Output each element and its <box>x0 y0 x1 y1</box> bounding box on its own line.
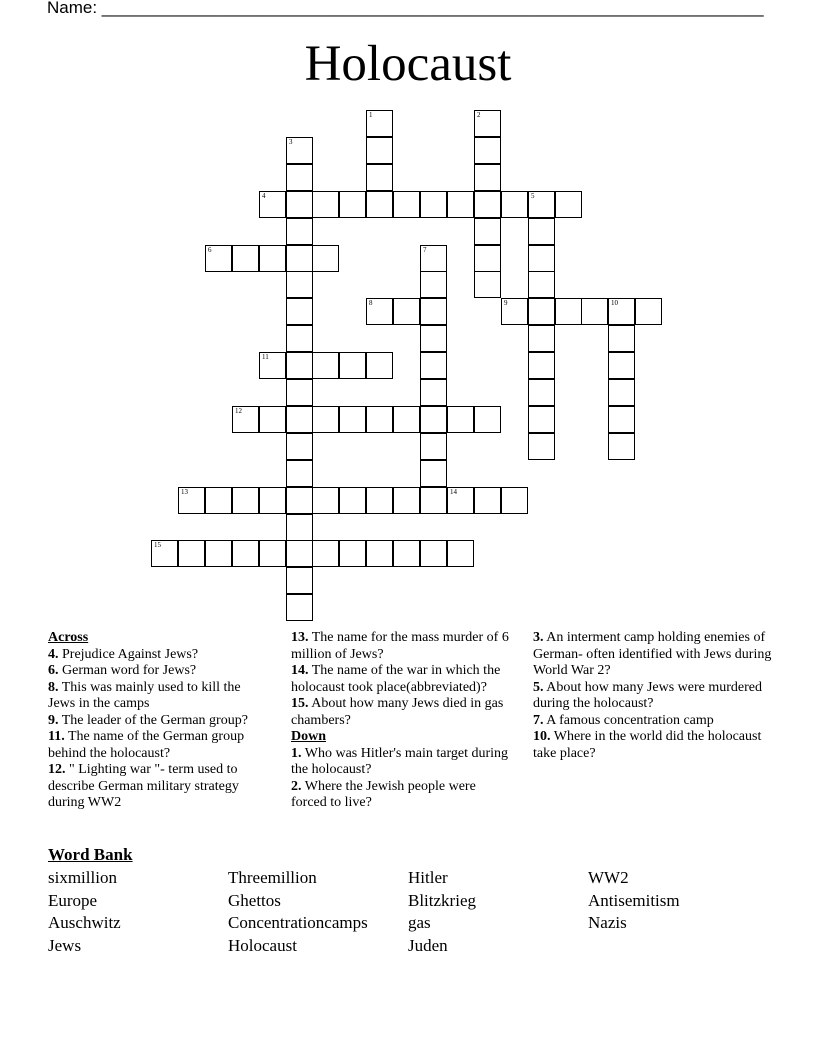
crossword-cell[interactable] <box>420 298 447 325</box>
crossword-cell[interactable] <box>393 406 420 433</box>
crossword-cell[interactable] <box>447 191 474 218</box>
crossword-cell[interactable] <box>286 298 313 325</box>
clue-item-text: About how many Jews died in gas chambers? <box>291 696 504 728</box>
crossword-cell[interactable] <box>447 406 474 433</box>
crossword-cell[interactable] <box>420 487 447 514</box>
clue-item <box>533 713 773 730</box>
word-bank-item: Jews <box>48 936 82 955</box>
clue-item <box>291 779 515 812</box>
crossword-cell[interactable] <box>205 245 232 272</box>
word-bank-title: Word Bank <box>48 845 133 864</box>
clue-number: 4 <box>262 192 266 200</box>
crossword-cell[interactable] <box>393 298 420 325</box>
crossword-cell[interactable] <box>608 352 635 379</box>
crossword-cell[interactable] <box>366 406 393 433</box>
clue-item-number: 2. <box>291 778 302 794</box>
crossword-cell[interactable] <box>447 487 474 514</box>
crossword-cell[interactable] <box>528 271 555 298</box>
clue-item-number: 15. <box>291 696 309 711</box>
clue-number: 6 <box>208 246 212 254</box>
crossword-cell[interactable] <box>555 298 582 325</box>
clue-item <box>291 630 515 663</box>
crossword-cell[interactable] <box>501 191 528 218</box>
clue-number: 8 <box>369 299 373 307</box>
clue-item-text: The leader of the German group? <box>58 712 248 728</box>
crossword-cell[interactable] <box>420 433 447 460</box>
clue-item-number: 13. <box>291 630 309 645</box>
down-clue-list <box>291 746 515 812</box>
word-bank-item: Europe <box>48 891 98 910</box>
clue-item-number: 10. <box>533 729 551 744</box>
crossword-cell[interactable] <box>393 191 420 218</box>
name-line: Name: ______________________________________________________________________ <box>47 0 764 17</box>
word-bank-item: sixmillion <box>48 868 117 887</box>
crossword-cell[interactable] <box>420 325 447 352</box>
word-bank-item: Auschwitz <box>48 913 121 932</box>
clue-item <box>48 647 270 664</box>
crossword-cell[interactable] <box>366 164 393 191</box>
clue-item-number: 12. <box>48 762 66 777</box>
crossword-cell[interactable] <box>393 540 420 567</box>
crossword-cell[interactable] <box>259 245 286 272</box>
crossword-cell[interactable] <box>420 540 447 567</box>
crossword-cell[interactable] <box>339 487 366 514</box>
word-bank-item: Concentrationcamps <box>228 913 368 932</box>
crossword-cell[interactable] <box>286 379 313 406</box>
word-bank-item: Antisemitism <box>588 891 680 910</box>
clue-item-text: The name of the German group behind the holocaust? <box>48 729 245 761</box>
clue-item <box>291 696 515 729</box>
page-title: Holocaust <box>304 36 512 92</box>
crossword-cell[interactable] <box>286 540 313 567</box>
crossword-cell[interactable] <box>151 540 178 567</box>
clue-number: 2 <box>477 111 481 119</box>
crossword-cell[interactable] <box>366 487 393 514</box>
crossword-cell[interactable] <box>366 110 393 137</box>
across-clue-list-continued <box>291 630 515 729</box>
clue-item-text: The name for the mass murder of 6 million of Jews? <box>291 630 509 662</box>
crossword-cell[interactable] <box>474 245 501 272</box>
clue-number: 11 <box>262 353 269 361</box>
crossword-cell[interactable] <box>178 540 205 567</box>
crossword-cell[interactable] <box>286 460 313 487</box>
crossword-cell[interactable] <box>312 245 339 272</box>
word-bank-item: Ghettos <box>228 891 281 910</box>
crossword-cell[interactable] <box>286 487 313 514</box>
clue-number: 1 <box>369 111 373 119</box>
crossword-cell[interactable] <box>608 406 635 433</box>
clue-item-number: 6. <box>48 663 59 678</box>
clue-item <box>48 729 270 762</box>
clue-item-number: 3. <box>533 630 544 645</box>
crossword-cell[interactable] <box>259 352 286 379</box>
crossword-cell[interactable] <box>608 298 635 325</box>
word-bank-item: Hitler <box>408 868 448 887</box>
clue-item-text: Prejudice Against Jews? <box>58 646 199 662</box>
crossword-cell[interactable] <box>286 245 313 272</box>
word-bank-item: Juden <box>408 936 448 955</box>
clue-number: 15 <box>154 541 161 549</box>
clue-item-number: 11. <box>48 729 65 744</box>
crossword-cell[interactable] <box>420 379 447 406</box>
clue-item-text: This was mainly used to kill the Jews in the camps <box>48 679 241 711</box>
crossword-cell[interactable] <box>501 487 528 514</box>
clue-item <box>533 630 773 680</box>
crossword-cell[interactable] <box>528 406 555 433</box>
clue-item-number: 14. <box>291 663 309 678</box>
clue-number: 5 <box>531 192 535 200</box>
crossword-cell[interactable] <box>420 352 447 379</box>
crossword-cell[interactable] <box>259 487 286 514</box>
crossword-cell[interactable] <box>312 191 339 218</box>
crossword-cell[interactable] <box>339 191 366 218</box>
clue-item <box>291 663 515 696</box>
crossword-cell[interactable] <box>286 191 313 218</box>
clues-column-2 <box>291 630 515 812</box>
clue-item <box>48 762 270 812</box>
clue-item-number: 9. <box>48 712 59 728</box>
crossword-cell[interactable] <box>366 137 393 164</box>
clue-item <box>48 680 270 713</box>
crossword-cell[interactable] <box>286 433 313 460</box>
clue-item-text: A famous concentration camp <box>543 712 714 728</box>
clue-item-text: German word for Jews? <box>58 663 197 678</box>
crossword-cell[interactable] <box>474 110 501 137</box>
crossword-cell[interactable] <box>528 298 555 325</box>
crossword-cell[interactable] <box>205 540 232 567</box>
crossword-cell[interactable] <box>286 218 313 245</box>
crossword-cell[interactable] <box>232 540 259 567</box>
crossword-cell[interactable] <box>528 245 555 272</box>
clue-item <box>533 680 773 713</box>
clue-number: 10 <box>611 299 618 307</box>
clue-item-text: An interment camp holding enemies of German- often identified with Jews during World War 2? <box>533 630 772 678</box>
clue-item-text: Who was Hitler's main target during the holocaust? <box>291 745 509 777</box>
across-heading: Across <box>48 630 89 645</box>
crossword-cell[interactable] <box>608 433 635 460</box>
clue-item-number: 1. <box>291 745 302 761</box>
clue-item-text: About how many Jews were murdered during the holocaust? <box>533 679 763 711</box>
crossword-cell[interactable] <box>286 567 313 594</box>
clue-number: 14 <box>450 488 457 496</box>
crossword-cell[interactable] <box>474 191 501 218</box>
crossword-cell[interactable] <box>420 460 447 487</box>
crossword-cell[interactable] <box>420 271 447 298</box>
clue-item-text: Where the Jewish people were forced to live? <box>291 778 476 810</box>
crossword-cell[interactable] <box>366 298 393 325</box>
crossword-cell[interactable] <box>312 487 339 514</box>
crossword-cell[interactable] <box>259 406 286 433</box>
crossword-cell[interactable] <box>528 433 555 460</box>
clue-item-text: Where in the world did the holocaust take place? <box>533 729 762 761</box>
crossword-cell[interactable] <box>366 352 393 379</box>
crossword-cell[interactable] <box>232 406 259 433</box>
clues-column-1 <box>48 630 270 812</box>
crossword-cell[interactable] <box>528 352 555 379</box>
crossword-cell[interactable] <box>528 325 555 352</box>
clue-item <box>291 746 515 779</box>
down-heading: Down <box>291 729 327 744</box>
crossword-cell[interactable] <box>312 406 339 433</box>
across-clue-list <box>48 647 270 812</box>
crossword-cell[interactable] <box>312 540 339 567</box>
crossword-cell[interactable] <box>366 540 393 567</box>
crossword-cell[interactable] <box>474 271 501 298</box>
clue-item-number: 7. <box>533 712 544 728</box>
crossword-cell[interactable] <box>286 325 313 352</box>
clue-item-text: " Lighting war "- term used to describe German military strategy during WW2 <box>48 762 239 810</box>
crossword-cell[interactable] <box>286 137 313 164</box>
crossword-cell[interactable] <box>528 218 555 245</box>
crossword-cell[interactable] <box>286 514 313 541</box>
crossword-cell[interactable] <box>474 218 501 245</box>
crossword-cell[interactable] <box>555 191 582 218</box>
word-bank-item: Threemillion <box>228 868 317 887</box>
word-bank-item: Blitzkrieg <box>408 891 476 910</box>
crossword-cell[interactable] <box>447 540 474 567</box>
crossword-cell[interactable] <box>286 594 313 621</box>
crossword-cell[interactable] <box>339 540 366 567</box>
word-bank-item: gas <box>408 913 431 932</box>
clue-item-number: 8. <box>48 679 59 695</box>
crossword-cell[interactable] <box>528 379 555 406</box>
clue-item <box>533 729 773 762</box>
crossword-cell[interactable] <box>339 352 366 379</box>
crossword-cell[interactable] <box>312 352 339 379</box>
clue-number: 3 <box>289 138 293 146</box>
word-bank-item: Nazis <box>588 913 627 932</box>
clue-item-number: 5. <box>533 679 544 695</box>
crossword-cell[interactable] <box>393 487 420 514</box>
crossword-cell[interactable] <box>286 164 313 191</box>
crossword-cell[interactable] <box>259 540 286 567</box>
word-bank-item: WW2 <box>588 868 629 887</box>
crossword-cell[interactable] <box>339 406 366 433</box>
crossword-cell[interactable] <box>286 406 313 433</box>
crossword-cell[interactable] <box>501 298 528 325</box>
crossword-cell[interactable] <box>232 245 259 272</box>
crossword-cell[interactable] <box>259 191 286 218</box>
clue-number: 7 <box>423 246 427 254</box>
clue-number: 12 <box>235 407 242 415</box>
crossword-cell[interactable] <box>474 406 501 433</box>
clue-item <box>48 663 270 680</box>
clue-item <box>48 713 270 730</box>
crossword-cell[interactable] <box>286 271 313 298</box>
crossword-cell[interactable] <box>528 191 555 218</box>
crossword-cell[interactable] <box>366 191 393 218</box>
crossword-cell[interactable] <box>474 164 501 191</box>
crossword-cell[interactable] <box>178 487 205 514</box>
crossword-cell[interactable] <box>581 298 608 325</box>
crossword-cell[interactable] <box>608 325 635 352</box>
clues-column-3 <box>533 630 773 762</box>
clue-number: 9 <box>504 299 508 307</box>
crossword-cell[interactable] <box>420 191 447 218</box>
crossword-cell[interactable] <box>286 352 313 379</box>
crossword-cell[interactable] <box>474 137 501 164</box>
crossword-cell[interactable] <box>635 298 662 325</box>
clue-item-text: The name of the war in which the holocaust took place(abbreviated)? <box>291 663 501 695</box>
crossword-cell[interactable] <box>474 487 501 514</box>
clue-item-number: 4. <box>48 646 59 662</box>
crossword-cell[interactable] <box>232 487 259 514</box>
crossword-cell[interactable] <box>608 379 635 406</box>
word-bank-item: Holocaust <box>228 936 297 955</box>
crossword-cell[interactable] <box>420 406 447 433</box>
down-clue-list-continued <box>533 630 773 762</box>
crossword-cell[interactable] <box>205 487 232 514</box>
crossword-cell[interactable] <box>420 245 447 272</box>
clue-number: 13 <box>181 488 188 496</box>
